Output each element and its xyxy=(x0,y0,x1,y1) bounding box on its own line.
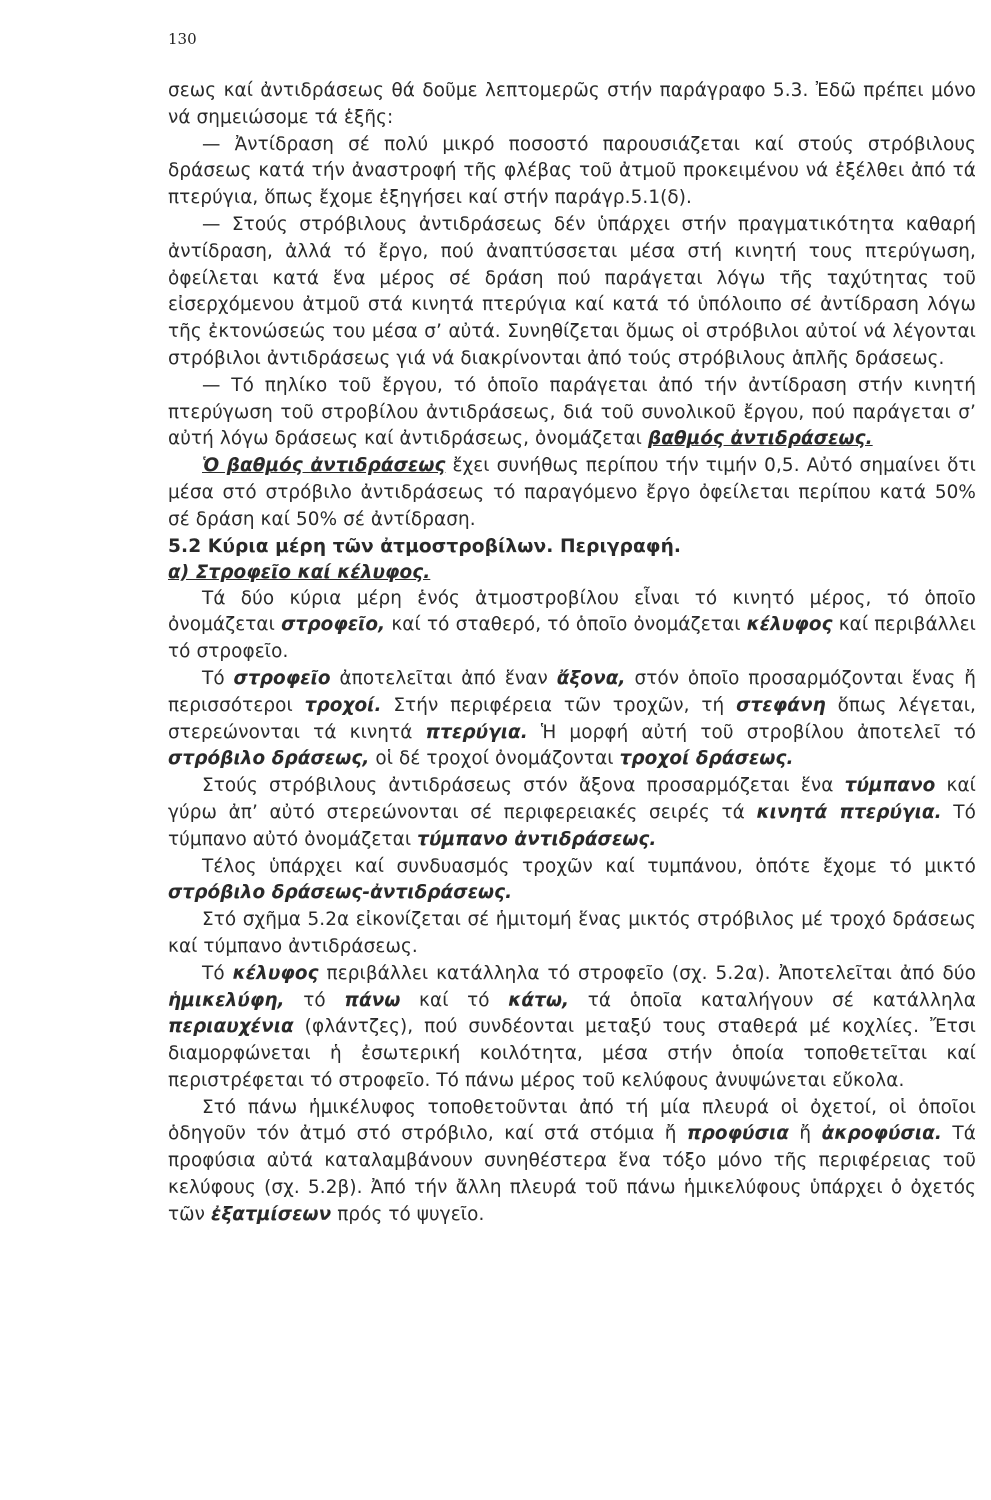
term-shaft: ἄξονα, xyxy=(556,667,626,689)
text-span: Τό τύμπανο αὐτό ὀνομάζεται xyxy=(168,801,976,850)
term-wheels: τροχοί. xyxy=(304,694,382,716)
subsection-heading: α) Στροφεῖο καί κέλυφος. xyxy=(168,561,431,583)
text-span: Στό πάνω ἡμικέλυφος τοποθετοῦνται ἀπό τή μία πλευρά οἱ ὀχετοί, οἱ ὁποῖοι ὁδηγοῦν τόν ἀτμό στό στρόβιλο, καί στά στόμια ἤ xyxy=(168,1096,976,1145)
paragraph-rotor xyxy=(168,666,976,773)
paragraph-main-parts xyxy=(168,586,976,666)
body-text xyxy=(168,78,976,1229)
paragraph-casing xyxy=(168,961,976,1095)
term-flanges: περιαυχένια xyxy=(168,1016,294,1038)
term-reaction-drum: τύμπανο ἀντιδράσεως. xyxy=(417,828,657,850)
text-span: Στούς στρόβιλους ἀντιδράσεως στόν ἄξονα προσαρμόζεται ἕνα xyxy=(202,775,845,797)
text-span: καί τό xyxy=(400,989,509,1011)
text-span: Τά δύο κύρια μέρη ἑνός ἀτμοστροβίλου εἶναι τό κινητό μέρος, τό ὁποῖο ὀνομάζεται xyxy=(168,587,976,636)
term-impulse-wheels: τροχοί δράσεως. xyxy=(619,748,794,770)
text-span: καί περιβάλλει τό στροφεῖο. xyxy=(168,614,976,663)
term-blades: πτερύγια. xyxy=(425,721,528,743)
text-span: καί τό σταθερό, τό ὁποῖο ὀνομάζεται xyxy=(385,614,747,636)
text-span: καί γύρω ἀπ’ αὐτό στερεώνονται σέ περιφερειακές σειρές τά xyxy=(168,775,976,823)
term-mixed-turbine: στρόβιλο δράσεως-ἀντιδράσεως. xyxy=(168,882,513,904)
term-drum: τύμπανο xyxy=(844,775,936,797)
text-span: στόν ὁποῖο προσαρμόζονται ἕνας ἤ περισσότεροι xyxy=(168,667,976,716)
text-span: ὅπως λέγεται, στερεώνονται τά κινητά xyxy=(168,694,976,743)
text-span: Τά προφύσια αὐτά καταλαμβάνουν συνηθέστερα ἕνα τόξο μόνο τῆς περιφέρειας τοῦ κελύφους (σχ. 5.2β). Ἀπό τήν ἄλλη πλευρά τοῦ πάνω ἡμικελύφους ὑπάρχει ὁ ὀχετός τῶν xyxy=(168,1123,976,1225)
text-span: Τό xyxy=(202,962,233,984)
section-heading: 5.2 Κύρια μέρη τῶν ἀτμοστροβίλων. Περιγραφή. xyxy=(168,535,682,557)
term-moving-blades: κινητά πτερύγια. xyxy=(756,801,942,823)
term-nozzles: προφύσια xyxy=(686,1123,789,1145)
text-span: ἀποτελεῖται ἀπό ἕναν xyxy=(330,667,557,689)
paragraph-reaction-turbines: — Στούς στρόβιλους ἀντιδράσεως δέν ὑπάρχει στήν πραγματικότητα καθαρή ἀντίδραση, ἀλλά τό ἔργο, πού ἀναπτύσσεται μέσα στή κινητή τους πτερύγωση, ὀφείλεται κατά ἕνα μέρος σέ δράση πού παράγεται λόγω τῆς ταχύτητας τοῦ εἰσερχόμενου ἀτμοῦ στά κινητά πτερύγια καί κατά τό ὑπόλοιπο σέ ἀντίδραση λόγω τῆς ἐκτονώσεώς του μέσα σ’ αὐτά. Συνηθίζεται ὅμως οἱ στρόβιλοι αὐτοί νά λέγονται στρόβιλοι ἀντιδράσεως γιά νά διακρίνονται ἀπό τούς στρόβιλους ἁπλῆς δράσεως. xyxy=(168,213,976,369)
paragraph-reaction-note: — Ἀντίδραση σέ πολύ μικρό ποσοστό παρουσιάζεται καί στούς στρόβιλους δράσεως κατά τήν ἀναστροφή τῆς φλέβας τοῦ ἀτμοῦ προκειμένου νά ἐξέλθει ἀπό τά πτερύγια, ὅπως ἔχομε ἐξηγήσει καί στήν παράγρ.5.1(δ). xyxy=(168,133,976,209)
term-rotor: στροφεῖο, xyxy=(281,614,386,636)
term-rotor: στροφεῖο xyxy=(233,667,331,689)
term-degree-of-reaction: Ὁ βαθμός ἀντιδράσεως xyxy=(202,455,446,477)
text-span: Στήν περιφέρεια τῶν τροχῶν, τή xyxy=(381,694,737,716)
text-span: πρός τό ψυγεῖο. xyxy=(331,1203,485,1225)
page-number: 130 xyxy=(168,30,197,48)
text-span: οἱ δέ τροχοί ὀνομάζονται xyxy=(369,748,620,770)
text-span: — Τό πηλίκο τοῦ ἔργου, τό ὁποῖο παράγεται ἀπό τήν ἀντίδραση στήν κινητή πτερύγωση τοῦ στροβίλου ἀντιδράσεως, διά τοῦ συνολικοῦ ἔργου, πού παράγεται σ’ αὐτή λόγω δράσεως καί ἀντιδράσεως, ὀνομάζεται xyxy=(168,374,976,450)
text-span: Τό xyxy=(202,667,234,689)
paragraph-nozzles xyxy=(168,1095,976,1229)
text-span: ἔχει συνήθως περίπου τήν τιμήν 0,5. Αὐτό σημαίνει ὅτι μέσα στό στρόβιλο ἀντιδράσεως τό παραγόμενο ἔργο ὀφείλεται περίπου κατά 50% σέ δράση καί 50% σέ ἀντίδραση. xyxy=(168,455,976,530)
paragraph-mixed-turbine xyxy=(168,854,976,908)
term-upper: πάνω xyxy=(344,989,401,1011)
term-lower: κάτω, xyxy=(508,989,570,1011)
term-casing: κέλυφος xyxy=(746,614,833,636)
term-exhaust: ἐξατμίσεων xyxy=(211,1203,332,1225)
text-span: (φλάντζες), πού συνδέονται μεταξύ τους σταθερά μέ κοχλίες. Ἔτσι διαμορφώνεται ἡ ἐσωτερική κοιλότητα, μέσα στήν ὁποία τοποθετεῖται καί περιστρέφεται τό στροφεῖο. Τό πάνω μέρος τοῦ κελύφους ἀνυψώνεται εὔκολα. xyxy=(168,1016,976,1091)
term-casing: κέλυφος xyxy=(232,962,319,984)
text-span: ἤ xyxy=(789,1123,822,1145)
text-span: τό xyxy=(284,989,345,1011)
paragraph-degree-definition xyxy=(168,373,976,453)
term-nozzles-alt: ἀκροφύσια. xyxy=(821,1123,943,1145)
text-span: Ἡ μορφή αὐτή τοῦ στροβίλου ἀποτελεῖ τό xyxy=(527,721,976,743)
paragraph-drum xyxy=(168,773,976,853)
paragraph-continuation: σεως καί ἀντιδράσεως θά δοῦμε λεπτομερῶς στήν παράγραφο 5.3. Ἐδῶ πρέπει μόνο νά σημειώσομε τά ἑξῆς: xyxy=(168,80,976,128)
paragraph-degree-value xyxy=(168,453,976,533)
term-half-casings: ἡμικελύφη, xyxy=(168,989,285,1011)
text-span: περιβάλλει κατάλληλα τό στροφεῖο (σχ. 5.2α). Ἀποτελεῖται ἀπό δύο xyxy=(318,962,976,984)
text-span: Τέλος ὑπάρχει καί συνδυασμός τροχῶν καί τυμπάνου, ὁπότε ἔχομε τό μικτό xyxy=(202,855,976,877)
text-span: τά ὁποῖα καταλήγουν σέ κατάλληλα xyxy=(569,989,976,1011)
term-degree-of-reaction: βαθμός ἀντιδράσεως. xyxy=(647,428,873,450)
paragraph-figure-reference: Στό σχῆμα 5.2α εἰκονίζεται σέ ἡμιτομή ἕνας μικτός στρόβιλος μέ τροχό δράσεως καί τύμπανο ἀντιδράσεως. xyxy=(168,909,976,957)
term-rim: στεφάνη xyxy=(736,694,826,716)
term-impulse-turbine: στρόβιλο δράσεως, xyxy=(168,748,370,770)
